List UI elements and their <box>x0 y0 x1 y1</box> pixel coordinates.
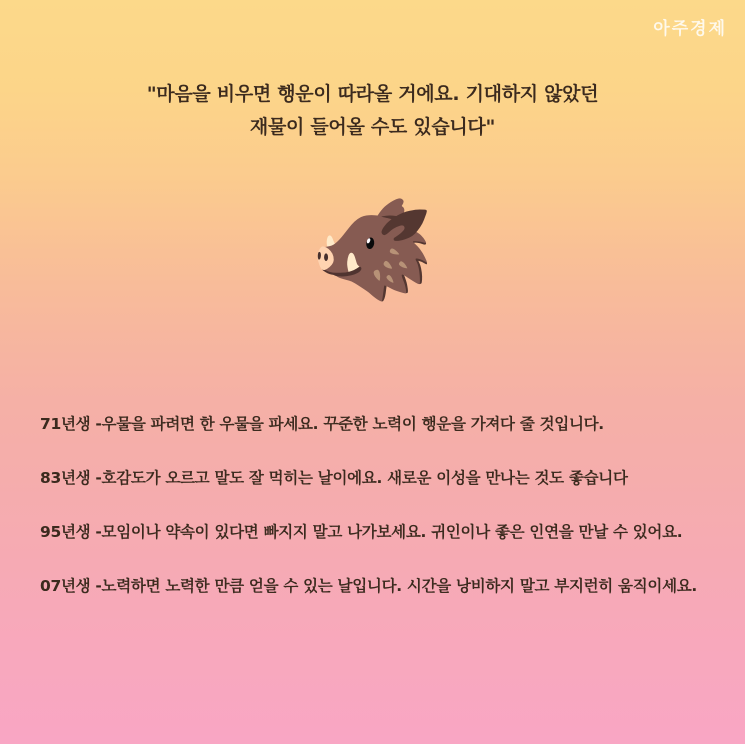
headline-line-1: "마음을 비우면 행운이 따라올 거에요. 기대하지 않았던 <box>146 83 599 105</box>
fortune-list <box>40 412 708 599</box>
headline-quote <box>0 78 745 145</box>
publisher-watermark: 아주경제 <box>653 19 727 39</box>
boar-face-emoji: 🐗 <box>310 191 435 308</box>
list-item: 95년생 -모임이나 약속이 있다면 빠지지 말고 나가보세요. 귀인이나 좋은 인연을 만날 수 있어요. <box>40 523 683 542</box>
list-item: 07년생 -노력하면 노력한 만큼 얻을 수 있는 날입니다. 시간을 낭비하지 말고 부지런히 움직이세요. <box>40 577 698 596</box>
list-item: 71년생 -우물을 파려면 한 우물을 파세요. 꾸준한 노력이 행운을 가져다 줄 것입니다. <box>40 415 604 433</box>
headline-line-2: 재물이 들어올 수도 있습니다" <box>249 116 496 139</box>
list-item: 83년생 -호감도가 오르고 말도 잘 먹히는 날이에요. 새로운 이성을 만나는 것도 좋습니다 <box>40 469 628 488</box>
